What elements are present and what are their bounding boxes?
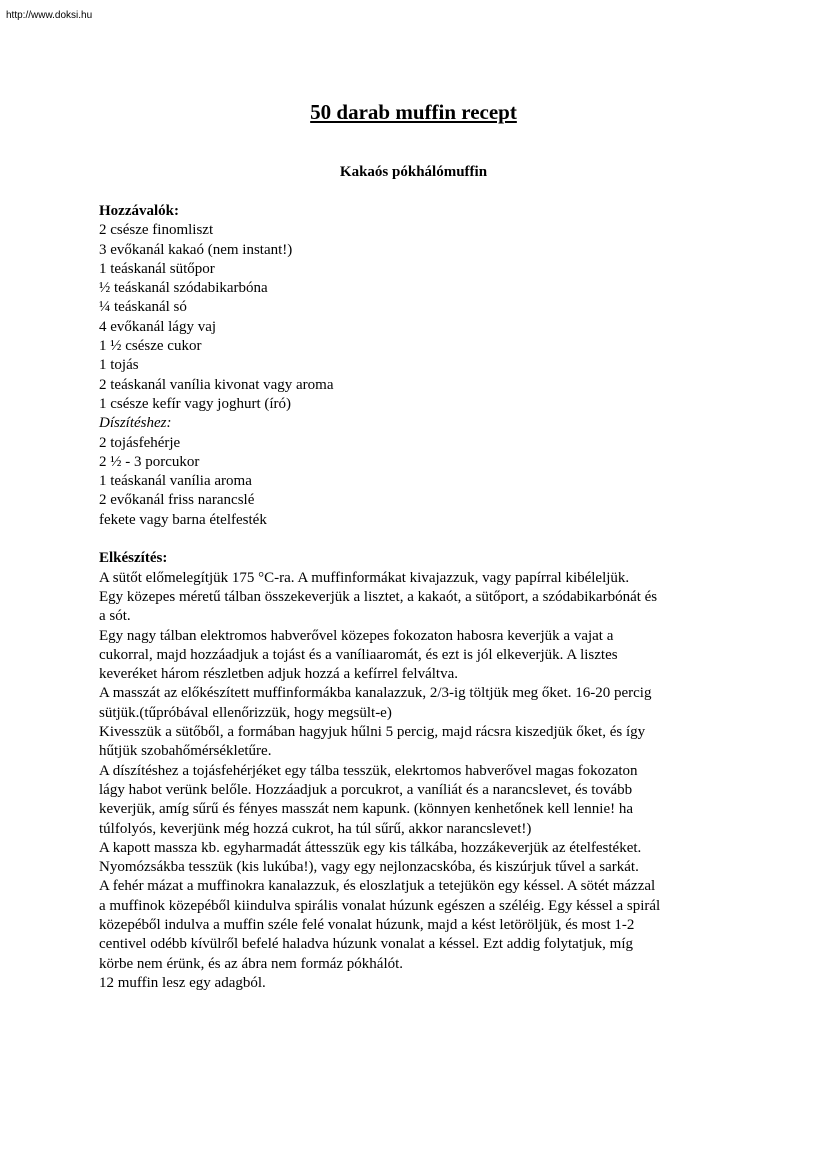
preparation-line: lágy habot verünk belőle. Hozzáadjuk a porcukrot, a vaníliát és a narancslevet, és tovább: [99, 781, 633, 798]
ingredient-item: ½ teáskanál szódabikarbóna: [99, 280, 268, 297]
preparation-line: A masszát az előkészített muffinformákba kanalazzuk, 2/3-ig töltjük meg őket. 16-20 percig: [99, 685, 652, 702]
preparation-line: a sót.: [99, 608, 131, 625]
ingredient-item: 1 csésze kefír vagy joghurt (író): [99, 395, 292, 412]
ingredient-item: ¼ teáskanál só: [99, 299, 187, 316]
recipe-title: Kakaós pókhálómuffin: [339, 164, 488, 180]
preparation-line: A fehér mázat a muffinokra kanalazzuk, és eloszlatjuk a tetejükön egy késsel. A sötét mázzal: [99, 878, 656, 895]
preparation-line: keveréket három részletben adjuk hozzá a kefírrel felváltva.: [99, 666, 458, 683]
preparation-line: hűtjük szobahőmérsékletűre.: [99, 743, 272, 760]
preparation-line: cukorral, majd hozzáadjuk a tojást és a vaníliaaromát, és ezt is jól elkeverjük. A lisztes: [99, 646, 618, 663]
decoration-item: fekete vagy barna ételfesték: [99, 511, 267, 528]
document-title: 50 darab muffin recept: [310, 100, 517, 124]
preparation-line: Egy közepes méretű tálban összekeverjük a lisztet, a kakaót, a sütőport, a szódabikarbónát és: [99, 588, 658, 605]
ingredient-item: 4 evőkanál lágy vaj: [99, 318, 217, 335]
preparation-heading: Elkészítés:: [99, 550, 168, 567]
ingredients-heading: Hozzávalók:: [99, 203, 179, 219]
ingredients-list: [99, 221, 729, 414]
decoration-item: 1 teáskanál vanília aroma: [99, 473, 252, 490]
preparation-line: A sütőt előmelegítjük 175 °C-ra. A muffinformákat kivajazzuk, vagy papírral kibéleljük.: [99, 569, 630, 586]
preparation-line: keverjük, amíg sűrű és fényes masszát nem kapunk. (könnyen kenhetőnek kell lennie! ha: [99, 801, 634, 818]
recipe-body: [99, 202, 729, 993]
preparation-line: körbe nem érünk, és az ábra nem formáz pókhálót.: [99, 955, 404, 972]
preparation-line: Nyomózsákba tesszük (kis lukúba!), vagy egy nejlonzacskóba, és kiszúrjuk tűvel a sarkát.: [99, 859, 639, 876]
preparation-line: Kivesszük a sütőből, a formában hagyjuk hűlni 5 percig, majd rácsra kiszedjük őket, és így: [99, 724, 646, 741]
decoration-heading: Díszítéshez:: [99, 415, 172, 432]
decoration-list: [99, 434, 729, 530]
decoration-item: 2 ½ - 3 porcukor: [99, 453, 200, 470]
preparation-line: közepéből indulva a muffin széle felé vonalat húzunk, majd a kést letöröljük, és most 1-2: [99, 916, 635, 933]
preparation-text: [99, 569, 729, 994]
decoration-item: 2 evőkanál friss narancslé: [99, 492, 255, 509]
preparation-line: sütjük.(tűpróbával ellenőrizzük, hogy megsült-e): [99, 704, 392, 721]
section-gap: [99, 530, 729, 549]
ingredient-item: 3 evőkanál kakaó (nem instant!): [99, 241, 293, 258]
ingredient-item: 1 ½ csésze cukor: [99, 338, 202, 355]
source-url: http://www.doksi.hu: [6, 10, 93, 21]
preparation-line: túlfolyós, keverjünk még hozzá cukrot, ha túl sűrű, akkor narancslevet!): [99, 820, 532, 837]
preparation-line: Egy nagy tálban elektromos habverővel közepes fokozaton habosra keverjük a vajat a: [99, 627, 614, 644]
preparation-line: A kapott massza kb. egyharmadát áttesszük egy kis tálkába, hozzákeverjük az ételfestéket.: [99, 839, 642, 856]
preparation-line: A díszítéshez a tojásfehérjéket egy tálba tesszük, elekrtomos habverővel magas fokozaton: [99, 762, 638, 779]
ingredient-item: 1 teáskanál sütőpor: [99, 260, 215, 277]
preparation-line: 12 muffin lesz egy adagból.: [99, 974, 266, 991]
ingredient-item: 2 csésze finomliszt: [99, 222, 214, 239]
ingredient-item: 1 tojás: [99, 357, 139, 374]
ingredient-item: 2 teáskanál vanília kivonat vagy aroma: [99, 376, 334, 393]
preparation-line: a muffinok közepéből kiindulva spirális vonalat húzunk egészen a széléig. Egy késsel a spirál: [99, 897, 661, 914]
preparation-line: centivel odébb kívülről befelé haladva húzunk vonalat a késsel. Ezt addig folytatjuk, míg: [99, 936, 634, 953]
decoration-item: 2 tojásfehérje: [99, 434, 181, 451]
